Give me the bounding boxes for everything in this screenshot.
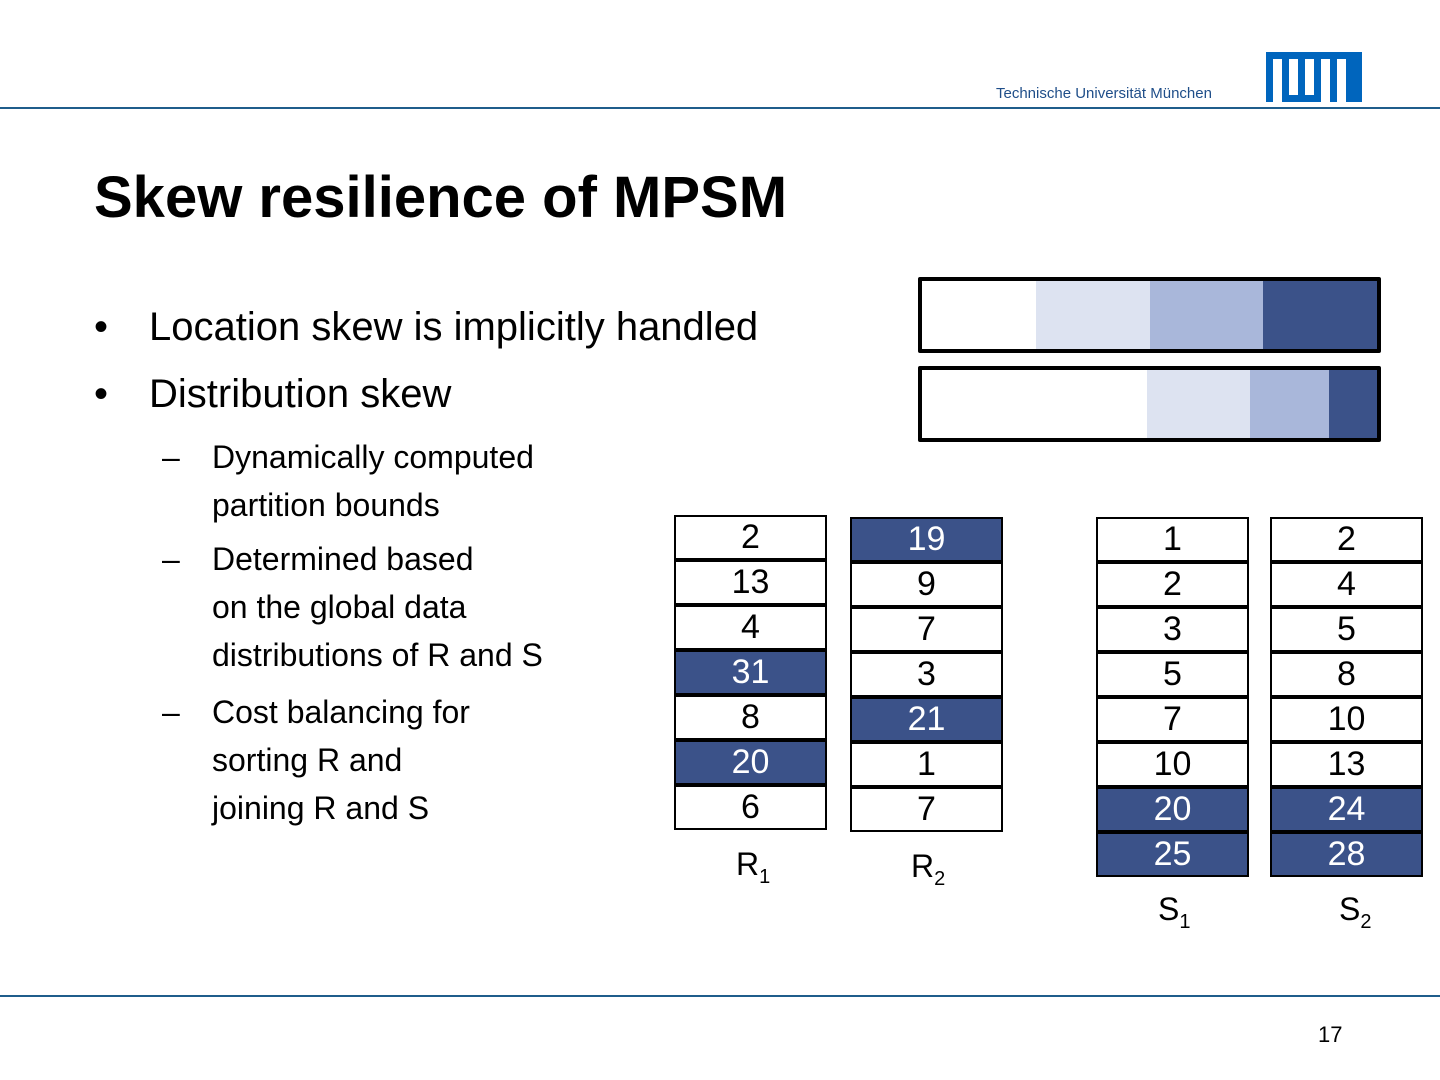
bar-segment — [1150, 281, 1264, 349]
value-cell: 3 — [850, 652, 1003, 697]
value-cell: 25 — [1096, 832, 1249, 877]
sub-bullet-symbol: – — [162, 694, 180, 730]
sub-bullet-line: joining R and S — [212, 790, 430, 826]
tum-logo-icon — [1266, 52, 1362, 102]
university-name: Technische Universität München — [996, 85, 1212, 102]
value-cell: 7 — [1096, 697, 1249, 742]
distribution-bar-skewed — [918, 366, 1381, 442]
value-cell: 3 — [1096, 607, 1249, 652]
bar-segment — [922, 370, 1147, 438]
column-r1 — [674, 515, 827, 830]
value-cell: 13 — [674, 560, 827, 605]
footer-rule — [0, 995, 1440, 997]
value-cell: 24 — [1270, 787, 1423, 832]
column-label — [1339, 891, 1371, 934]
sub-bullet-line: sorting R and — [212, 742, 403, 778]
value-cell: 7 — [850, 607, 1003, 652]
value-cell: 4 — [1270, 562, 1423, 607]
bar-segment — [922, 281, 1036, 349]
value-cell: 7 — [850, 787, 1003, 832]
value-cell: 20 — [1096, 787, 1249, 832]
value-cell: 5 — [1270, 607, 1423, 652]
bar-segment — [1263, 281, 1377, 349]
tum-logo — [1266, 52, 1362, 107]
bar-segment — [1147, 370, 1249, 438]
column-label-name: R — [736, 846, 760, 882]
column-label-name: S — [1158, 891, 1180, 927]
column-label-subscript: 1 — [759, 866, 771, 888]
sub-bullet-line: distributions of R and S — [212, 637, 543, 673]
bar-segment — [1250, 370, 1330, 438]
bullet-distribution-skew — [94, 372, 451, 417]
bullet-text: Location skew is implicitly handled — [149, 305, 759, 349]
sub-bullet-line: partition bounds — [212, 487, 440, 523]
sub-bullet-line: on the global data — [212, 589, 467, 625]
sub-bullet-line: Determined based — [212, 541, 474, 577]
bullet-text: Distribution skew — [149, 372, 452, 416]
bar-segment — [1329, 370, 1377, 438]
sub-bullet-line: Cost balancing for — [212, 694, 470, 730]
value-cell: 5 — [1096, 652, 1249, 697]
value-cell: 6 — [674, 785, 827, 830]
column-label — [736, 846, 770, 889]
bullet-location-skew — [94, 305, 758, 350]
column-s1 — [1096, 517, 1249, 877]
value-cell: 2 — [1096, 562, 1249, 607]
value-cell: 20 — [674, 740, 827, 785]
value-cell: 1 — [1096, 517, 1249, 562]
value-cell: 2 — [674, 515, 827, 560]
bar-segment — [1036, 281, 1150, 349]
header-rule — [0, 107, 1440, 109]
value-cell: 21 — [850, 697, 1003, 742]
sub-bullet-line: Dynamically computed — [212, 439, 534, 475]
value-cell: 1 — [850, 742, 1003, 787]
sub-bullet-symbol: – — [162, 439, 180, 475]
column-label-subscript: 2 — [934, 868, 946, 890]
value-cell: 19 — [850, 517, 1003, 562]
column-r2 — [850, 517, 1003, 832]
column-label — [1158, 891, 1190, 934]
value-cell: 28 — [1270, 832, 1423, 877]
bullet-symbol: • — [94, 305, 109, 349]
value-cell: 10 — [1096, 742, 1249, 787]
value-cell: 13 — [1270, 742, 1423, 787]
slide-title: Skew resilience of MPSM — [94, 165, 788, 230]
column-label-name: S — [1339, 891, 1361, 927]
column-label — [911, 848, 945, 891]
value-cell: 8 — [674, 695, 827, 740]
distribution-bar-uniform — [918, 277, 1381, 353]
column-label-subscript: 2 — [1360, 911, 1372, 933]
value-cell: 10 — [1270, 697, 1423, 742]
column-s2 — [1270, 517, 1423, 877]
value-cell: 2 — [1270, 517, 1423, 562]
bullet-symbol: • — [94, 372, 109, 416]
value-cell: 31 — [674, 650, 827, 695]
value-cell: 4 — [674, 605, 827, 650]
column-label-subscript: 1 — [1179, 911, 1191, 933]
value-cell: 8 — [1270, 652, 1423, 697]
page-number: 17 — [1318, 1022, 1343, 1047]
sub-bullet-symbol: – — [162, 541, 180, 577]
column-label-name: R — [911, 848, 935, 884]
value-cell: 9 — [850, 562, 1003, 607]
